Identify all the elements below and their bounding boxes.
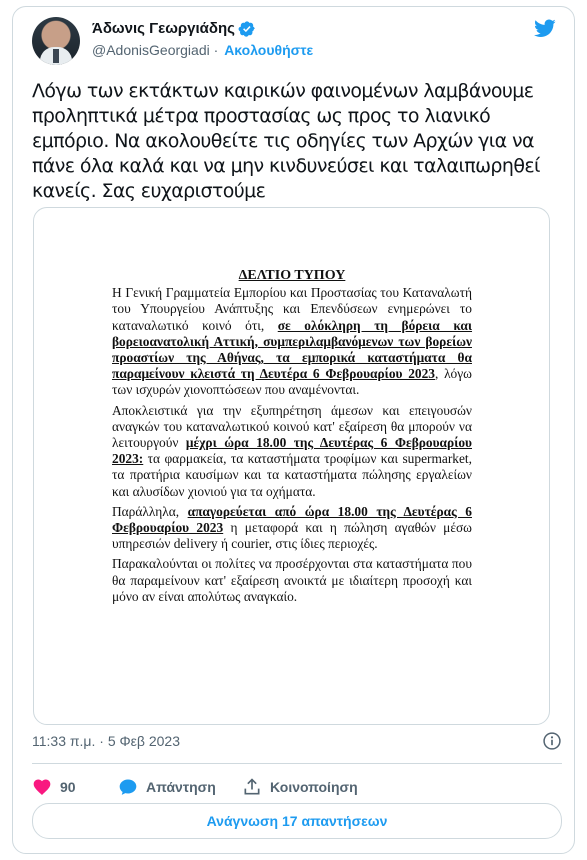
share-icon bbox=[242, 777, 262, 797]
tweet-timestamp[interactable]: 11:33 π.μ. · 5 Φεβ 2023 bbox=[32, 733, 181, 749]
author-name[interactable]: Άδωνις Γεωργιάδης bbox=[92, 20, 235, 37]
read-replies-button[interactable]: Ανάγνωση 17 απαντήσεων bbox=[32, 803, 562, 839]
divider bbox=[32, 763, 562, 764]
verified-badge-icon bbox=[238, 20, 256, 38]
tweet-header bbox=[32, 17, 562, 67]
twitter-bird-icon[interactable] bbox=[532, 17, 558, 39]
avatar-tie bbox=[53, 49, 59, 63]
author-handle[interactable]: @AdonisGeorgiadi bbox=[92, 42, 210, 58]
reply-label: Απάντηση bbox=[146, 779, 216, 795]
action-bar bbox=[32, 773, 552, 801]
likes-count: 90 bbox=[60, 779, 76, 795]
follow-button[interactable]: Ακολουθήστε bbox=[224, 42, 314, 58]
press-release-title: ΔΕΛΤΙΟ ΤΥΠΟΥ bbox=[238, 268, 346, 283]
press-release-image[interactable] bbox=[33, 207, 550, 725]
p2-text-bold: μέχρι ώρα 18.00 της Δευτέρας 6 Φεβρουαρίου 2023: bbox=[112, 435, 472, 467]
like-button[interactable] bbox=[32, 773, 76, 801]
separator: · bbox=[213, 42, 219, 58]
p1-text-bold: σε ολόκληρη τη βόρεια και βορειοανατολική Αττική, συμπεριλαμβανόμενων των βορείων προαστίων της Αθήνας, τα εμπορικά καταστήματα θα παραμείνουν κλειστά τη Δευτέρα 6 Φεβρουαρίου 2023 bbox=[112, 317, 473, 382]
reply-button[interactable] bbox=[118, 773, 216, 801]
p3-text-a: Παράλληλα, bbox=[112, 503, 188, 519]
handle-row bbox=[92, 42, 313, 58]
paragraph-1 bbox=[112, 285, 472, 398]
press-release-document bbox=[112, 268, 472, 609]
avatar[interactable] bbox=[32, 17, 80, 65]
reply-icon bbox=[118, 777, 138, 797]
paragraph-2 bbox=[112, 403, 472, 500]
heart-icon bbox=[32, 777, 52, 797]
paragraph-3 bbox=[112, 504, 472, 553]
share-button[interactable] bbox=[242, 773, 358, 801]
p1-text-c: , λόγω των ισχυρών χιονοπτώσεων που αναμένονται. bbox=[112, 366, 472, 398]
tweet-card bbox=[12, 6, 575, 854]
p1-text-a: Η Γενική Γραμματεία Εμπορίου και Προστασίας του Καταναλωτή του Υπουργείου Ανάπτυξης και Επενδύσεων ενημερώνει το καταναλωτικό κοινό ότι, bbox=[112, 285, 472, 333]
tweet-text: Λόγω των εκτάκτων καιρικών φαινομένων λαμβάνουμε προληπτικά μέτρα προστασίας ως προς το λιανικό εμπόριο. Να ακολουθείτε τις οδηγίες των Αρχών για να πάνε όλα καλά και να μην κινδυνεύσει και ταλαιπωρηθεί κανείς. Σας ευχαριστούμε bbox=[32, 80, 540, 202]
info-icon[interactable] bbox=[542, 731, 562, 751]
share-label: Κοινοποίηση bbox=[270, 779, 358, 795]
p3-text-c: η μεταφορά και η πώληση αγαθών μέσω υπηρεσιών delivery ή courier, στις ίδιες περιοχές. bbox=[112, 520, 472, 552]
p2-text-a: Αποκλειστικά για την εξυπηρέτηση άμεσων και επειγουσών αναγκών του καταναλωτικού κοινού κατ' εξαίρεση θα μπορούν να λειτουργούν bbox=[112, 402, 472, 451]
p3-text-bold: απαγορεύεται από ώρα 18.00 της Δευτέρας 6 Φεβρουαρίου 2023 bbox=[112, 503, 472, 536]
p2-text-c: τα φαρμακεία, τα καταστήματα τροφίμων και supermarket, τα πρατήρια καυσίμων και τα καταστήματα πώλησης εργαλείων και αλυσίδων χιονιού για τα οχήματα. bbox=[112, 451, 472, 499]
paragraph-4: Παρακαλούνται οι πολίτες να προσέρχονται στα καταστήματα που θα παραμείνουν κατ' εξαίρεση ανοικτά με ιδιαίτερη προσοχή και μόνο αν είναι απολύτως αναγκαίο. bbox=[112, 556, 472, 604]
